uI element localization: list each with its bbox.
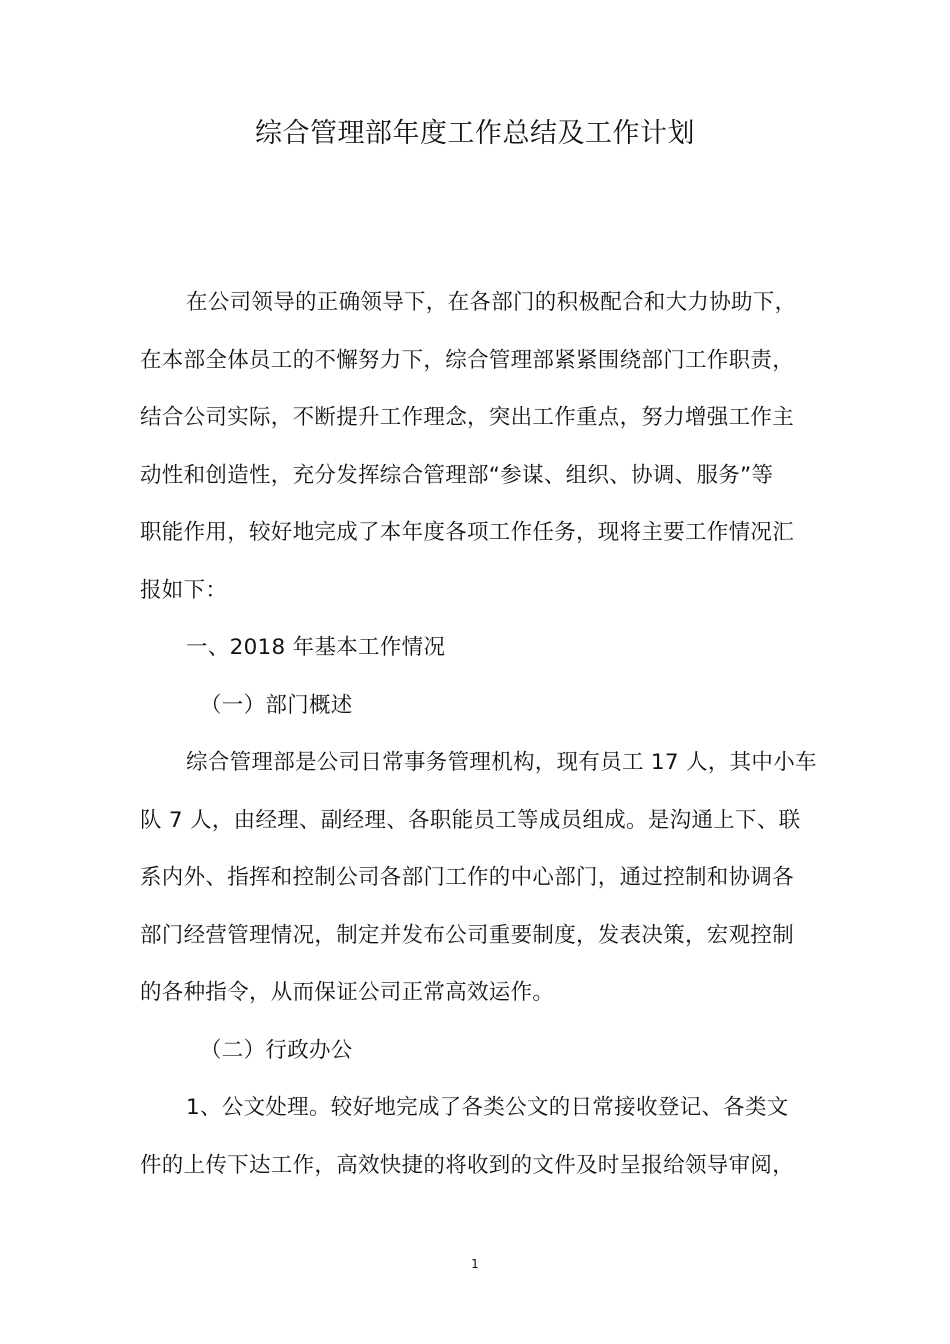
paragraph-line: 件的上传下达工作，高效快捷的将收到的文件及时呈报给领导审阅，: [140, 1153, 795, 1178]
paragraph-line: 队 7 人，由经理、副经理、各职能员工等成员组成。是沟通上下、联: [140, 808, 801, 833]
document-title: 综合管理部年度工作总结及工作计划: [255, 118, 695, 149]
subsection-heading: （一）部门概述: [200, 693, 353, 718]
paragraph-line: 在本部全体员工的不懈努力下，综合管理部紧紧围绕部门工作职责，: [140, 348, 795, 373]
paragraph-line: 动性和创造性，充分发挥综合管理部“参谋、组织、协调、服务”等: [140, 463, 774, 488]
paragraph-line: 的各种指令，从而保证公司正常高效运作。: [140, 980, 555, 1005]
paragraph-line: 综合管理部是公司日常事务管理机构，现有员工 17 人，其中小车: [186, 750, 817, 775]
paragraph-line: 1、公文处理。较好地完成了各类公文的日常接收登记、各类文: [186, 1095, 789, 1120]
section-heading: 一、2018 年基本工作情况: [186, 635, 446, 660]
paragraph-line: 部门经营管理情况，制定并发布公司重要制度，发表决策，宏观控制: [140, 923, 795, 948]
page-number: 1: [471, 1257, 479, 1271]
paragraph-line: 在公司领导的正确领导下，在各部门的积极配合和大力协助下，: [186, 290, 797, 315]
paragraph-line: 职能作用，较好地完成了本年度各项工作任务，现将主要工作情况汇: [140, 520, 795, 545]
paragraph-line: 结合公司实际，不断提升工作理念，突出工作重点，努力增强工作主: [140, 405, 795, 430]
paragraph-line: 系内外、指挥和控制公司各部门工作的中心部门，通过控制和协调各: [140, 865, 795, 890]
paragraph-line: 报如下：: [140, 578, 228, 603]
subsection-heading: （二）行政办公: [200, 1038, 353, 1063]
